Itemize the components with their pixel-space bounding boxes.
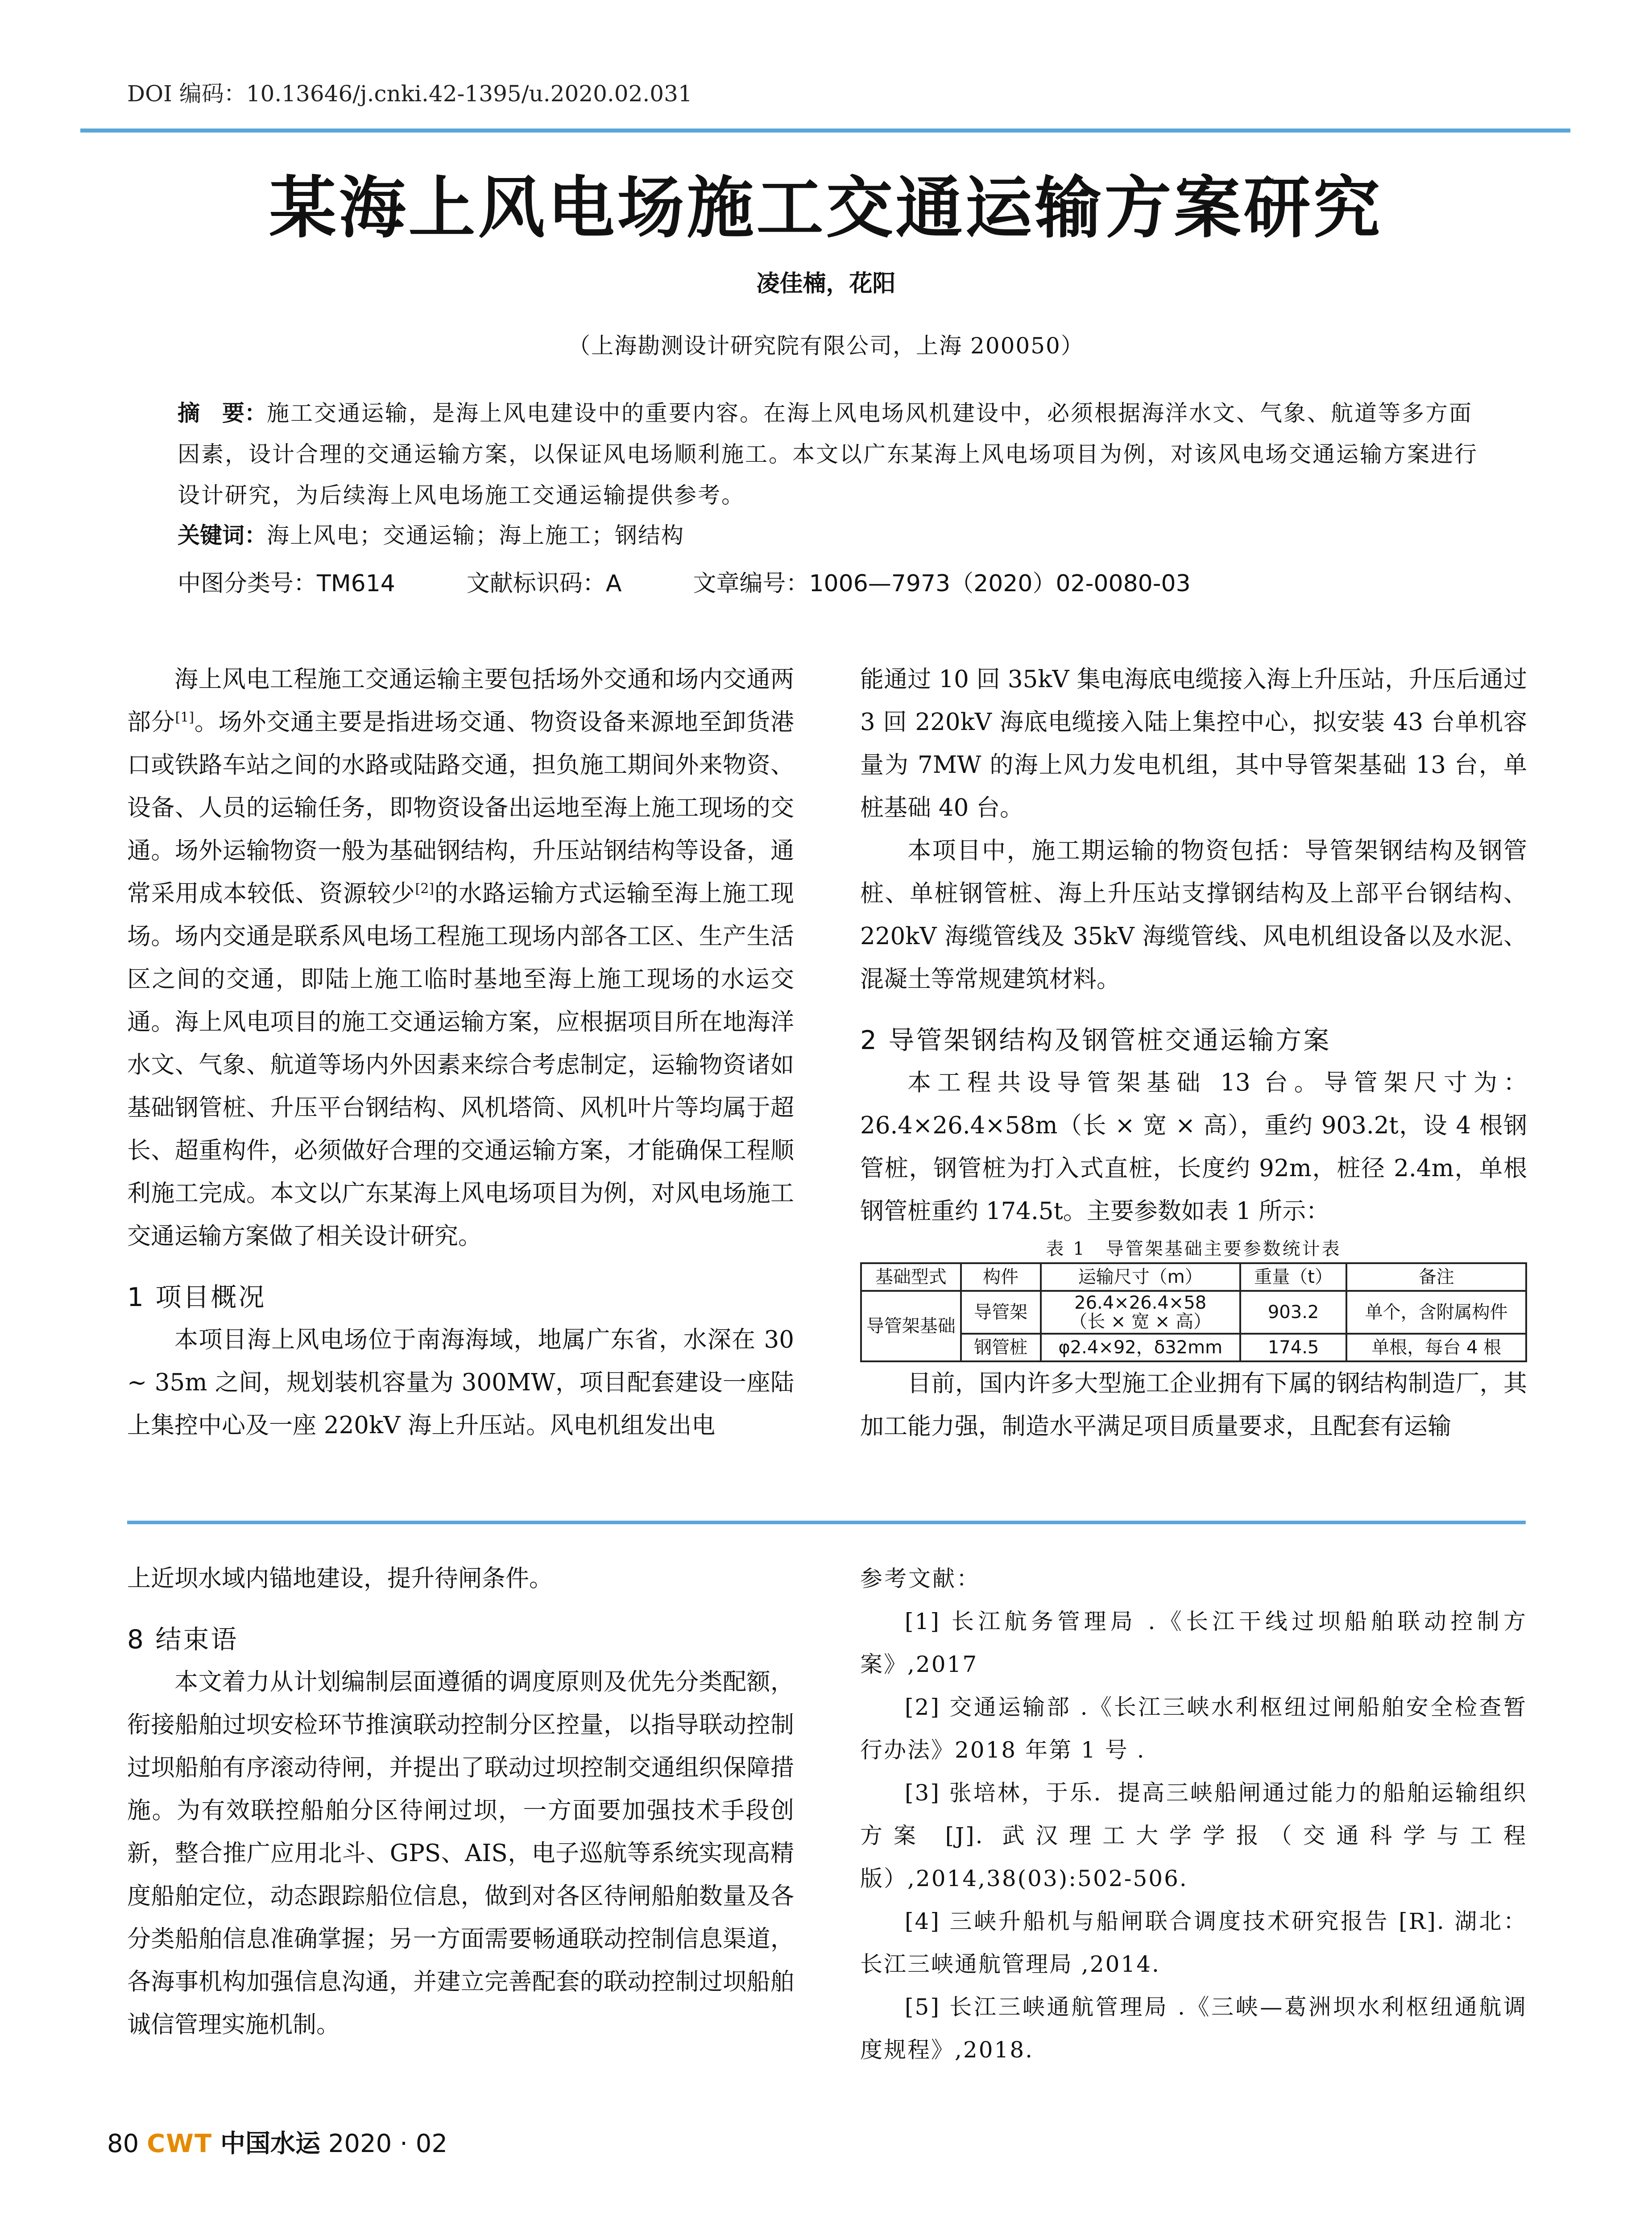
- doi-line: DOI 编码：10.13646/j.cnki.42-1395/u.2020.02.031: [127, 81, 692, 107]
- section-heading-1: 1 项目概况: [127, 1282, 266, 1312]
- table-cell: 174.5: [1240, 1334, 1347, 1361]
- abstract-text: 施工交通运输，是海上风电建设中的重要内容。在海上风电场风机建设中，必须根据海洋水文、气象、航道等多方面因素，设计合理的交通运输方案，以保证风电场顺利施工。本文以广东某海上风电场项目为例，对该风电场交通运输方案进行设计研究，为后续海上风电场施工交通运输提供参考。: [178, 400, 1478, 508]
- header-cell: 重量（t）: [1240, 1263, 1347, 1291]
- right-column: [860, 658, 1527, 1448]
- page-footer: [107, 2124, 447, 2160]
- section-heading-2: 2 导管架钢结构及钢管桩交通运输方案: [860, 1025, 1331, 1055]
- keywords-label: 关键词：: [178, 523, 267, 548]
- table-cell: 钢管桩: [961, 1334, 1041, 1361]
- jacket-paragraph: 本工程共设导管架基础 13 台。导管架尺寸为：26.4×26.4×58m（长 × 宽 × 高），重约 903.2t，设 4 根钢管桩，钢管桩为打入式直桩，长度约 92m，桩径 2.4m，单根钢管桩重约 174.5t。主要参数如表 1 所示：: [860, 1069, 1527, 1225]
- materials-paragraph: 本项目中，施工期运输的物资包括：导管架钢结构及钢管桩、单桩钢管桩、海上升压站支撑钢结构及上部平台钢结构、220kV 海缆管线及 35kV 海缆管线、风电机组设备以及水泥、混凝土等常规建筑材料。: [860, 837, 1527, 993]
- brand-logo: CWT: [147, 2129, 213, 2158]
- parameter-table: [860, 1262, 1527, 1362]
- references-title: 参考文献：: [860, 1566, 981, 1592]
- header-cell: 运输尺寸（m）: [1041, 1263, 1240, 1291]
- table-cell: 单根，每台 4 根: [1346, 1334, 1526, 1361]
- header-cell: 备注: [1346, 1263, 1526, 1291]
- doc-code: 文献标识码：A: [466, 570, 622, 597]
- page-number: 80: [107, 2129, 139, 2158]
- continued-paragraph: 能通过 10 回 35kV 集电海底电缆接入海上升压站，升压后通过 3 回 220kV 海底电缆接入陆上集控中心，拟安装 43 台单机容量为 7MW 的海上风力发电机组，其中导管架基础 13 台，单桩基础 40 台。: [860, 666, 1527, 821]
- citation-1: [1]: [175, 709, 195, 726]
- keywords-text: 海上风电；交通运输；海上施工；钢结构: [267, 523, 684, 548]
- table-cell: 单个，含附属构件: [1346, 1291, 1526, 1334]
- reference-item: [5] 长江三峡通航管理局 .《三峡—葛洲坝水利枢纽通航调度规程》,2018.: [860, 1994, 1527, 2063]
- magazine-name: 中国水运: [220, 2129, 320, 2158]
- references: [860, 1557, 1527, 2071]
- clc-number: 中图分类号：TM614: [178, 570, 395, 597]
- table-header-row: [861, 1263, 1526, 1291]
- reference-item: [2] 交通运输部 .《长江三峡水利枢纽过闸船舶安全检查暂行办法》2018 年第 1 号 .: [860, 1694, 1527, 1763]
- table-caption: 表 1 导管架基础主要参数统计表: [1046, 1239, 1341, 1259]
- left-column: [127, 658, 794, 1447]
- issue-number: 2020 · 02: [328, 2129, 447, 2158]
- reference-item: [1] 长江航务管理局 .《长江干线过坝船舶联动控制方案》,2017: [860, 1609, 1527, 1677]
- conclusion-paragraph: 本文着力从计划编制层面遵循的调度原则及优先分类配额，衔接船舶过坝安检环节推演联动控制分区控量，以指导联动控制过坝船舶有序滚动待闸，并提出了联动过坝控制交通组织保障措施。为有效联控船舶分区待闸过坝，一方面要加强技术手段创新，整合推广应用北斗、GPS、AIS，电子巡航等系统实现高精度船舶定位，动态跟踪船位信息，做到对各区待闸船舶数量及各分类船舶信息准确掌握；另一方面需要畅通联动控制信息渠道，各海事机构加强信息沟通，并建立完善配套的联动控制过坝船舶诚信管理实施机制。: [127, 1668, 794, 2038]
- article-number: 文章编号：1006—7973（2020）02-0080-03: [693, 570, 1191, 597]
- table-row: [861, 1291, 1526, 1334]
- lower-left-column: [127, 1557, 794, 2046]
- citation-2: [2]: [415, 881, 435, 897]
- reference-item: [4] 三峡升船机与船闸联合调度技术研究报告 [R]. 湖北：长江三峡通航管理局 ,2014.: [860, 1908, 1527, 1977]
- table-cell: 26.4×26.4×58 （长 × 宽 × 高）: [1041, 1291, 1240, 1334]
- affiliation: （上海勘测设计研究院有限公司，上海 200050）: [568, 333, 1084, 359]
- table-row: [861, 1334, 1526, 1361]
- table-cell: φ2.4×92，δ32mm: [1041, 1334, 1240, 1361]
- abstract: [178, 393, 1485, 516]
- keywords: [178, 518, 684, 550]
- article-title: 某海上风电场施工交通运输方案研究: [269, 169, 1383, 247]
- overview-paragraph: 本项目海上风电场位于南海海域，地属广东省，水深在 30 ~ 35m 之间，规划装机容量为 300MW，项目配套建设一座陆上集控中心及一座 220kV 海上升压站。风电机组发出电: [127, 1326, 794, 1439]
- carryover-paragraph: 上近坝水域内锚地建设，提升待闸条件。: [127, 1565, 553, 1592]
- group-cell: 导管架基础: [861, 1291, 961, 1361]
- middle-rule: [127, 1521, 1526, 1524]
- intro-paragraph: 海上风电工程施工交通运输主要包括场外交通和场内交通两部分[1]。场外交通主要是指进场交通、物资设备来源地至卸货港口或铁路车站之间的水路或陆路交通，担负施工期间外来物资、设备、人员的运输任务，即物资设备出运地至海上施工现场的交通。场外运输物资一般为基础钢结构，升压站钢结构等设备，通常采用成本较低、资源较少[2]的水路运输方式运输至海上施工现场。场内交通是联系风电场工程施工现场内部各工区、生产生活区之间的交通，即陆上施工临时基地至海上施工现场的水运交通。海上风电项目的施工交通运输方案，应根据项目所在地海洋水文、气象、航道等场内外因素来综合考虑制定，运输物资诸如基础钢管桩、升压平台钢结构、风机塔筒、风机叶片等均属于超长、超重构件，必须做好合理的交通运输方案，才能确保工程顺利施工完成。本文以广东某海上风电场项目为例，对风电场施工交通运输方案做了相关设计研究。: [127, 666, 795, 1250]
- table-cell: 903.2: [1240, 1291, 1347, 1334]
- section-heading-8: 8 结束语: [127, 1624, 239, 1655]
- top-rule: [80, 129, 1570, 133]
- classification-line: [178, 564, 1262, 598]
- reference-item: [3] 张培林，于乐．提高三峡船闸通过能力的船舶运输组织方案 [J]. 武汉理工大学学报（交通科学与工程版）,2014,38(03):502-506.: [860, 1780, 1527, 1891]
- table-cell: 导管架: [961, 1291, 1041, 1334]
- authors: 凌佳楠，花阳: [756, 270, 896, 297]
- header-cell: 基础型式: [861, 1263, 961, 1291]
- abstract-label: 摘 要：: [178, 400, 267, 426]
- fabrication-paragraph: 目前，国内许多大型施工企业拥有下属的钢结构制造厂，其加工能力强，制造水平满足项目质量要求，且配套有运输: [860, 1370, 1527, 1440]
- table-1: [860, 1236, 1527, 1362]
- header-cell: 构件: [961, 1263, 1041, 1291]
